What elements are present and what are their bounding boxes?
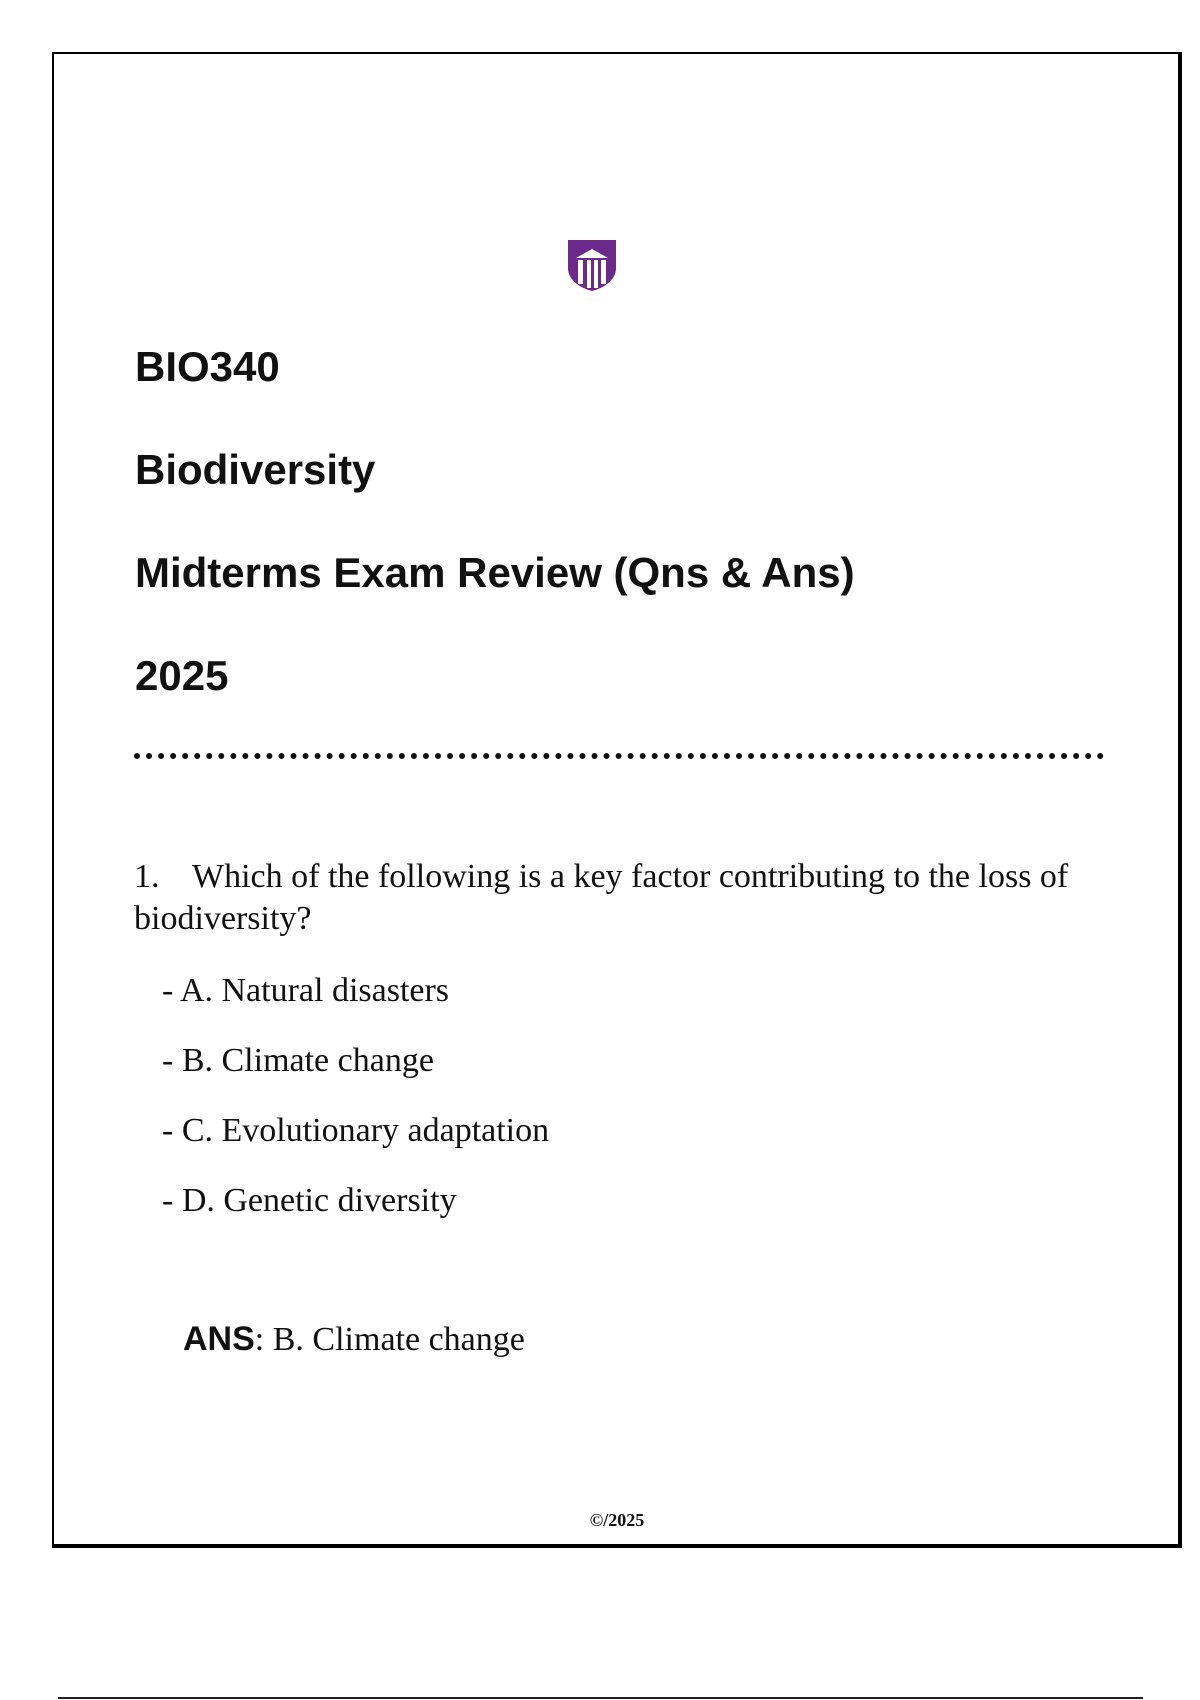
answer [183,1318,525,1361]
option-b: - B. Climate change [162,1042,434,1079]
question-text: Which of the following is a key factor contributing to the loss of biodiversity? [134,858,1069,937]
answer-label: ANS [183,1320,255,1358]
document-title: Midterms Exam Review (Qns & Ans) [135,549,855,596]
option-d: - D. Genetic diversity [162,1182,457,1219]
question-1 [134,856,1094,940]
option-a: - A. Natural disasters [162,972,450,1009]
course-code: BIO340 [135,343,280,390]
option-c: - C. Evolutionary adaptation [162,1112,550,1149]
dotted-separator [134,753,1104,759]
answer-options [162,970,549,1250]
course-title: Biodiversity [135,446,376,493]
document-year: 2025 [135,652,229,699]
footer-copyright: ©/2025 [589,1510,645,1530]
shield-pillars-icon [566,238,618,292]
bottom-rule [58,1697,1143,1699]
answer-text: : B. Climate change [254,1321,525,1358]
question-number: 1. [134,858,160,895]
